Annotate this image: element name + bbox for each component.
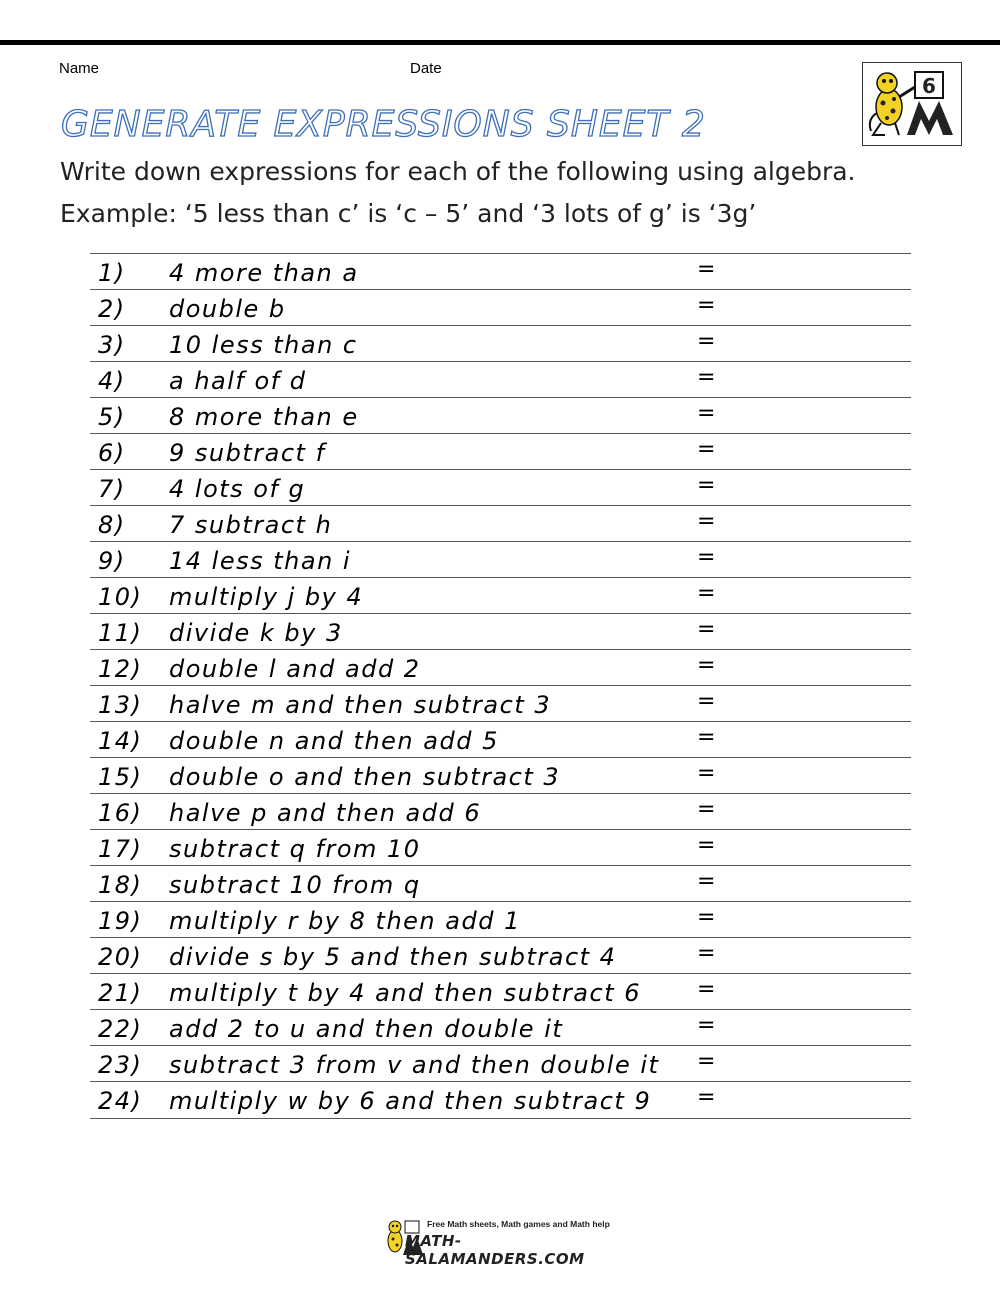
question-number: 16) [98, 799, 143, 827]
equals-sign: = [697, 473, 717, 498]
salamander-logo [862, 62, 962, 146]
question-number: 5) [98, 403, 126, 431]
question-text: 9 subtract f [169, 439, 326, 467]
question-number: 24) [98, 1087, 143, 1115]
question-number: 10) [98, 583, 143, 611]
question-row [90, 397, 911, 433]
question-row [90, 613, 911, 649]
question-number: 6) [98, 439, 126, 467]
question-row [90, 505, 911, 541]
equals-sign: = [697, 977, 717, 1002]
question-number: 22) [98, 1015, 143, 1043]
question-text: add 2 to u and then double it [169, 1015, 564, 1043]
question-number: 8) [98, 511, 126, 539]
question-number: 15) [98, 763, 143, 791]
question-text: 4 lots of g [169, 475, 306, 503]
equals-sign: = [697, 653, 717, 678]
equals-sign: = [697, 257, 717, 282]
equals-sign: = [697, 941, 717, 966]
question-text: multiply w by 6 and then subtract 9 [169, 1087, 652, 1115]
equals-sign: = [697, 689, 717, 714]
question-text: subtract 10 from q [169, 871, 421, 899]
date-label: Date [410, 60, 442, 77]
question-text: 14 less than i [169, 547, 352, 575]
question-row [90, 1045, 911, 1081]
equals-sign: = [697, 1085, 717, 1110]
question-row [90, 973, 911, 1009]
equals-sign: = [697, 293, 717, 318]
question-row [90, 901, 911, 937]
question-number: 1) [98, 259, 126, 287]
equals-sign: = [697, 365, 717, 390]
question-text: halve m and then subtract 3 [169, 691, 552, 719]
question-text: 10 less than c [169, 331, 358, 359]
question-number: 19) [98, 907, 143, 935]
instruction-text: Write down expressions for each of the following using algebra. [60, 157, 856, 186]
question-text: halve p and then add 6 [169, 799, 482, 827]
question-text: multiply t by 4 and then subtract 6 [169, 979, 642, 1007]
question-text: divide s by 5 and then subtract 4 [169, 943, 617, 971]
question-row [90, 253, 911, 289]
question-text: a half of d [169, 367, 307, 395]
question-number: 11) [98, 619, 143, 647]
question-text: multiply r by 8 then add 1 [169, 907, 521, 935]
question-number: 9) [98, 547, 126, 575]
question-row [90, 649, 911, 685]
equals-sign: = [697, 725, 717, 750]
question-text: double b [169, 295, 286, 323]
question-row [90, 1009, 911, 1045]
footer-logo [383, 1217, 623, 1268]
question-list [90, 253, 911, 1119]
question-number: 18) [98, 871, 143, 899]
footer-site-link[interactable]: MATH-SALAMANDERS.COM [405, 1232, 585, 1268]
question-row [90, 325, 911, 361]
equals-sign: = [697, 1049, 717, 1074]
question-row [90, 289, 911, 325]
footer-tagline: Free Math sheets, Math games and Math help [427, 1219, 610, 1229]
question-row [90, 469, 911, 505]
question-row [90, 433, 911, 469]
equals-sign: = [697, 437, 717, 462]
question-text: double l and add 2 [169, 655, 421, 683]
equals-sign: = [697, 833, 717, 858]
question-row [90, 721, 911, 757]
question-row [90, 361, 911, 397]
name-label: Name [59, 60, 100, 77]
question-row [90, 937, 911, 973]
equals-sign: = [697, 905, 717, 930]
equals-sign: = [697, 401, 717, 426]
question-row [90, 757, 911, 793]
question-text: subtract q from 10 [169, 835, 421, 863]
logo-grade: 6 [922, 74, 936, 98]
equals-sign: = [697, 761, 717, 786]
equals-sign: = [697, 1013, 717, 1038]
question-number: 21) [98, 979, 143, 1007]
example-text: Example: ‘5 less than c’ is ‘c – 5’ and ‘3 lots of g’ is ‘3g’ [60, 199, 757, 228]
question-row [90, 577, 911, 613]
question-text: divide k by 3 [169, 619, 343, 647]
question-number: 2) [98, 295, 126, 323]
salamander-icon [863, 63, 960, 144]
question-row [90, 1081, 911, 1119]
question-number: 20) [98, 943, 143, 971]
question-text: multiply j by 4 [169, 583, 364, 611]
question-row [90, 793, 911, 829]
question-text: 4 more than a [169, 259, 359, 287]
question-number: 14) [98, 727, 143, 755]
question-row [90, 865, 911, 901]
equals-sign: = [697, 329, 717, 354]
question-number: 4) [98, 367, 126, 395]
question-number: 12) [98, 655, 143, 683]
question-text: 8 more than e [169, 403, 359, 431]
question-number: 7) [98, 475, 126, 503]
question-row [90, 685, 911, 721]
equals-sign: = [697, 581, 717, 606]
question-text: 7 subtract h [169, 511, 333, 539]
question-number: 3) [98, 331, 126, 359]
equals-sign: = [697, 545, 717, 570]
equals-sign: = [697, 509, 717, 534]
top-rule [0, 40, 1000, 45]
question-number: 17) [98, 835, 143, 863]
question-text: subtract 3 from v and then double it [169, 1051, 660, 1079]
question-number: 13) [98, 691, 143, 719]
question-text: double o and then subtract 3 [169, 763, 561, 791]
question-number: 23) [98, 1051, 143, 1079]
equals-sign: = [697, 617, 717, 642]
question-text: double n and then add 5 [169, 727, 499, 755]
equals-sign: = [697, 797, 717, 822]
equals-sign: = [697, 869, 717, 894]
question-row [90, 829, 911, 865]
question-row [90, 541, 911, 577]
page-title: GENERATE EXPRESSIONS SHEET 2 [61, 104, 706, 145]
